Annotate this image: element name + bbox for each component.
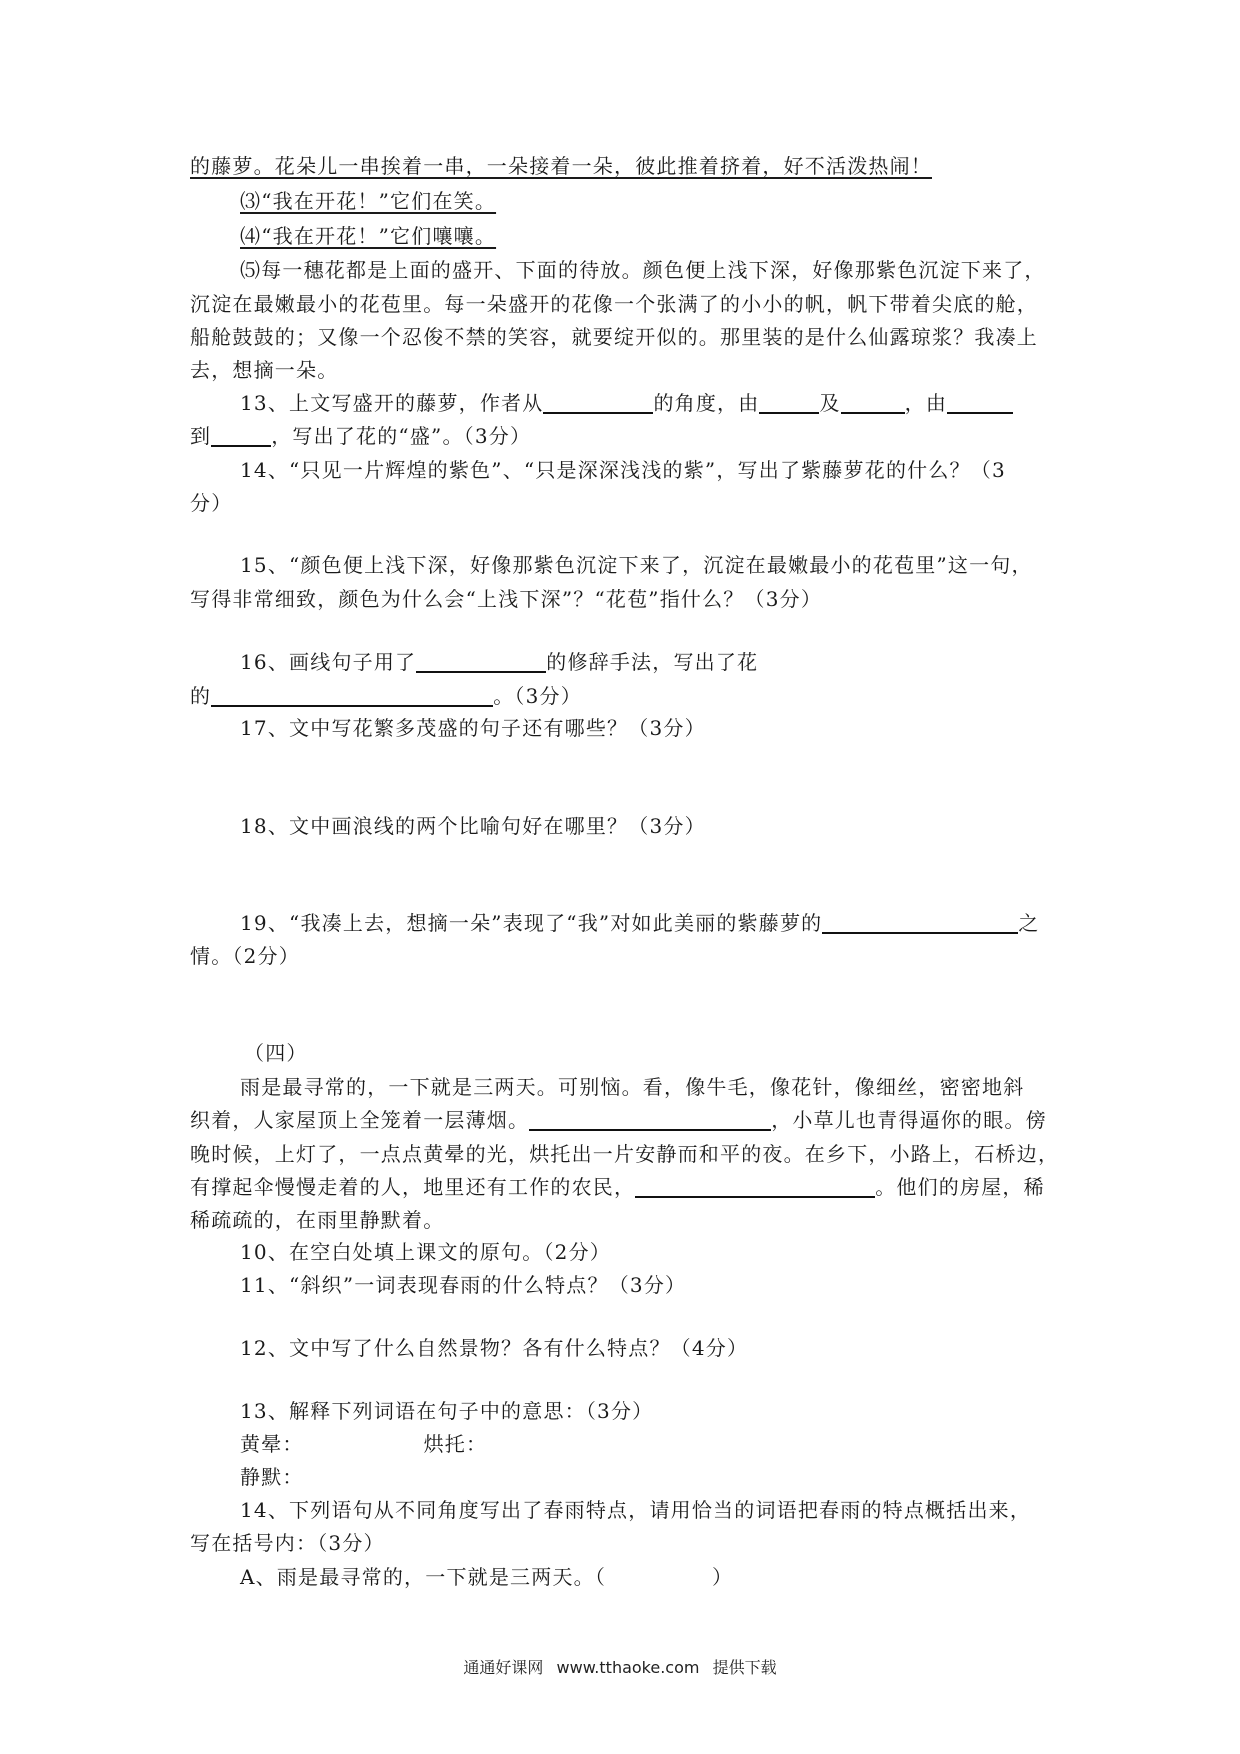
passage-paragraph: 雨是最寻常的，一下就是三两天。可别恼。看，像牛毛，像花针，像细丝，密密地斜 (240, 1075, 1025, 1099)
footer-note: 提供下载 (712, 1658, 777, 1677)
question-14: 14、下列语句从不同角度写出了春雨特点，请用恰当的词语把春雨的特点概括出来， (240, 1498, 1032, 1522)
question-16: 16、画线句子用了 的修辞手法，写出了花 (240, 650, 759, 674)
answer-blank[interactable] (759, 390, 819, 414)
passage-line: 晚时候，上灯了，一点点黄晕的光，烘托出一片安静而和平的夜。在乡下，小路上，石桥边， (190, 1142, 1060, 1166)
answer-blank[interactable] (947, 390, 1013, 414)
question-15: 15、“颜色便上浅下深，好像那紫色沉淀下来了，沉淀在最嫩最小的花苞里”这一句， (240, 553, 1033, 577)
word-definitions (240, 1430, 1070, 1458)
question-13-cont: 到 ，写出了花的“盛”。（3分） (190, 424, 532, 448)
question-14-cont: 写在括号内：（3分） (190, 1531, 385, 1555)
question-14: 14、“只见一片辉煌的紫色”、“只是深深浅浅的紫”，写出了紫藤萝花的什么？（3 (240, 458, 1006, 482)
answer-blank[interactable] (529, 1107, 771, 1131)
question-11: 11、“斜织”一词表现春雨的什么特点？（3分） (240, 1273, 687, 1297)
question-10: 10、在空白处填上课文的原句。（2分） (240, 1240, 611, 1264)
passage-line (190, 152, 1070, 180)
word-jingmo: 静默： (240, 1465, 304, 1489)
section-heading: （四） (244, 1041, 308, 1065)
passage-paragraph-5: ⑸每一穗花都是上面的盛开、下面的待放。颜色便上浅下深，好像那紫色沉淀下来了， (240, 258, 1046, 282)
answer-blank[interactable] (416, 649, 546, 673)
passage-paragraph-4: ⑷“我在开花！”它们嚷嚷。 (240, 224, 497, 248)
passage-line: 去，想摘一朵。 (190, 358, 339, 382)
question-12: 12、文中写了什么自然景物？各有什么特点？（4分） (240, 1336, 749, 1360)
question-15-cont: 写得非常细致，颜色为什么会“上浅下深”？“花苞”指什么？（3分） (190, 587, 823, 611)
underlined-sentence: 的藤萝。花朵儿一串挨着一串，一朵接着一朵，彼此推着挤着，好不活泼热闹！ (190, 154, 932, 178)
answer-blank[interactable] (841, 390, 905, 414)
question-13: 13、解释下列词语在句子中的意思：（3分） (240, 1399, 654, 1423)
word-huangyun: 黄晕： (240, 1432, 304, 1456)
answer-blank[interactable] (822, 910, 1018, 934)
word-hongtuo: 烘托： (423, 1432, 488, 1456)
answer-blank[interactable] (211, 423, 271, 447)
question-19-cont: 情。（2分） (190, 944, 300, 968)
question-16-cont: 的 。（3分） (190, 684, 582, 708)
passage-line: 稀疏疏的，在雨里静默着。 (190, 1208, 445, 1232)
question-14-cont: 分） (190, 491, 233, 515)
footer-url[interactable]: www.tthaoke.com (556, 1658, 700, 1677)
passage-paragraph-3: ⑶“我在开花！”它们在笑。 (240, 189, 497, 213)
answer-blank[interactable] (211, 683, 493, 707)
footer-site: 通通好课网 (463, 1658, 544, 1677)
question-18: 18、文中画浪线的两个比喻句好在哪里？（3分） (240, 814, 706, 838)
passage-line: 沉淀在最嫩最小的花苞里。每一朵盛开的花像一个张满了的小小的帆，帆下带着尖底的舱， (190, 292, 1038, 316)
question-14-a: A、雨是最寻常的，一下就是三两天。（ ） (240, 1565, 734, 1589)
question-19: 19、“我凑上去，想摘一朵”表现了“我”对如此美丽的紫藤萝的 之 (240, 911, 1040, 935)
answer-blank[interactable] (635, 1174, 875, 1198)
passage-line: 船舱鼓鼓的；又像一个忍俊不禁的笑容，就要绽开似的。那里装的是什么仙露琼浆？我凑上 (190, 325, 1038, 349)
answer-blank[interactable] (543, 390, 653, 414)
passage-line: 有撑起伞慢慢走着的人，地里还有工作的农民， 。他们的房屋，稀 (190, 1175, 1045, 1199)
question-17: 17、文中写花繁多茂盛的句子还有哪些？（3分） (240, 716, 706, 740)
passage-line: 织着，人家屋顶上全笼着一层薄烟。 ，小草儿也青得逼你的眼。傍 (190, 1108, 1047, 1132)
page-footer (0, 1655, 1240, 1678)
question-13: 13、上文写盛开的藤萝，作者从 的角度，由 及 ，由 (240, 389, 1070, 417)
